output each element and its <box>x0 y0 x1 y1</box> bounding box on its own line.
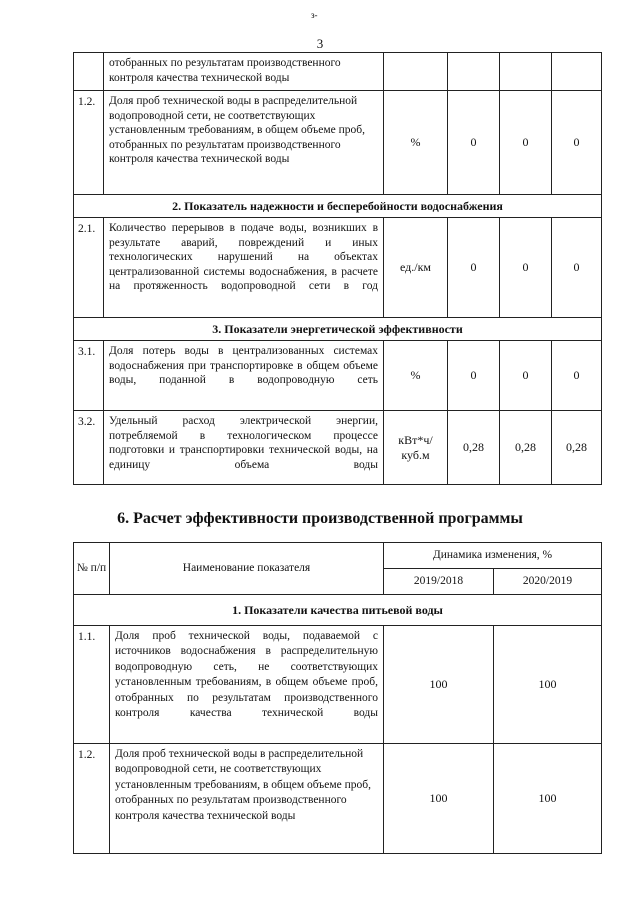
header-dynamics: Динамика изменения, % <box>384 543 602 569</box>
cell-value: 0 <box>448 341 500 411</box>
cell-num: 1.2. <box>74 744 110 854</box>
cell-value: 0,28 <box>552 411 602 485</box>
table-row <box>74 341 602 411</box>
header-num: № п/п <box>74 543 110 595</box>
cell-description: Доля проб технической воды, подаваемой с источников водоснабжения в распределительную водопроводную сеть, не соответствующих установленным требованиям, в общем объеме проб, отобранных по результатам производственного контроля качества технической воды <box>110 626 384 744</box>
cell-description: Количество перерывов в подаче воды, возникших в результате аварий, повреждений и иных технологических нарушений на объектах централизованной системы водоснабжения, в расчете на протяженность водопроводной сети в год <box>104 218 384 318</box>
cell-num: 1.2. <box>74 91 104 195</box>
cell-num: 2.1. <box>74 218 104 318</box>
section-row <box>74 595 602 626</box>
cell-value: 0 <box>500 341 552 411</box>
header-row <box>74 543 602 569</box>
top-mark: з- <box>311 10 318 20</box>
section-title: 6. Расчет эффективности производственной программы <box>117 510 523 527</box>
cell-unit: ед./км <box>384 218 448 318</box>
cell-value: 0,28 <box>500 411 552 485</box>
section-heading: 3. Показатели энергетической эффективности <box>74 318 602 341</box>
header-name: Наименование показателя <box>110 543 384 595</box>
cell-unit <box>384 53 448 91</box>
efficiency-table <box>73 542 602 854</box>
table-row <box>74 91 602 195</box>
cell-num <box>74 53 104 91</box>
cell-value: 100 <box>494 626 602 744</box>
header-year: 2019/2018 <box>384 569 494 595</box>
cell-value: 0 <box>448 218 500 318</box>
page-number: 3 <box>316 36 324 51</box>
cell-value: 0 <box>500 91 552 195</box>
section-heading: 2. Показатель надежности и бесперебойности водоснабжения <box>74 195 602 218</box>
cell-num: 1.1. <box>74 626 110 744</box>
table-row <box>74 53 602 91</box>
table-row <box>74 744 602 854</box>
cell-value: 100 <box>384 744 494 854</box>
table-row <box>74 411 602 485</box>
table-row <box>74 626 602 744</box>
cell-value <box>448 53 500 91</box>
cell-value: 0 <box>448 91 500 195</box>
table-row <box>74 218 602 318</box>
cell-value <box>552 53 602 91</box>
cell-value <box>500 53 552 91</box>
cell-value: 0 <box>552 91 602 195</box>
cell-num: 3.2. <box>74 411 104 485</box>
cell-unit: % <box>384 341 448 411</box>
cell-unit: % <box>384 91 448 195</box>
cell-unit: кВт*ч/ куб.м <box>384 411 448 485</box>
cell-description: Доля проб технической воды в распределительной водопроводной сети, не соответствующих установленным требованиям, в общем объеме проб, отобранных по результатам производственного контроля качества технической воды <box>104 91 384 195</box>
cell-value: 0 <box>552 341 602 411</box>
section-row <box>74 318 602 341</box>
cell-value: 0,28 <box>448 411 500 485</box>
cell-description: Удельный расход электрической энергии, потребляемой в технологическом процессе подготовки и транспортировки технической воды, на единицу объема воды <box>104 411 384 485</box>
cell-num: 3.1. <box>74 341 104 411</box>
cell-value: 0 <box>552 218 602 318</box>
header-year: 2020/2019 <box>494 569 602 595</box>
cell-value: 100 <box>384 626 494 744</box>
cell-description: отобранных по результатам производственного контроля качества технической воды <box>104 53 384 91</box>
section-heading: 1. Показатели качества питьевой воды <box>74 595 602 626</box>
section-row <box>74 195 602 218</box>
cell-description: Доля проб технической воды в распределительной водопроводной сети, не соответствующих установленным требованиям, в общем объеме проб, отобранных по результатам производственного контроля качества технической воды <box>110 744 384 854</box>
cell-description: Доля потерь воды в централизованных системах водоснабжения при транспортировке в общем объеме воды, поданной в водопроводную сеть <box>104 341 384 411</box>
indicators-table <box>73 52 602 485</box>
cell-value: 100 <box>494 744 602 854</box>
cell-value: 0 <box>500 218 552 318</box>
